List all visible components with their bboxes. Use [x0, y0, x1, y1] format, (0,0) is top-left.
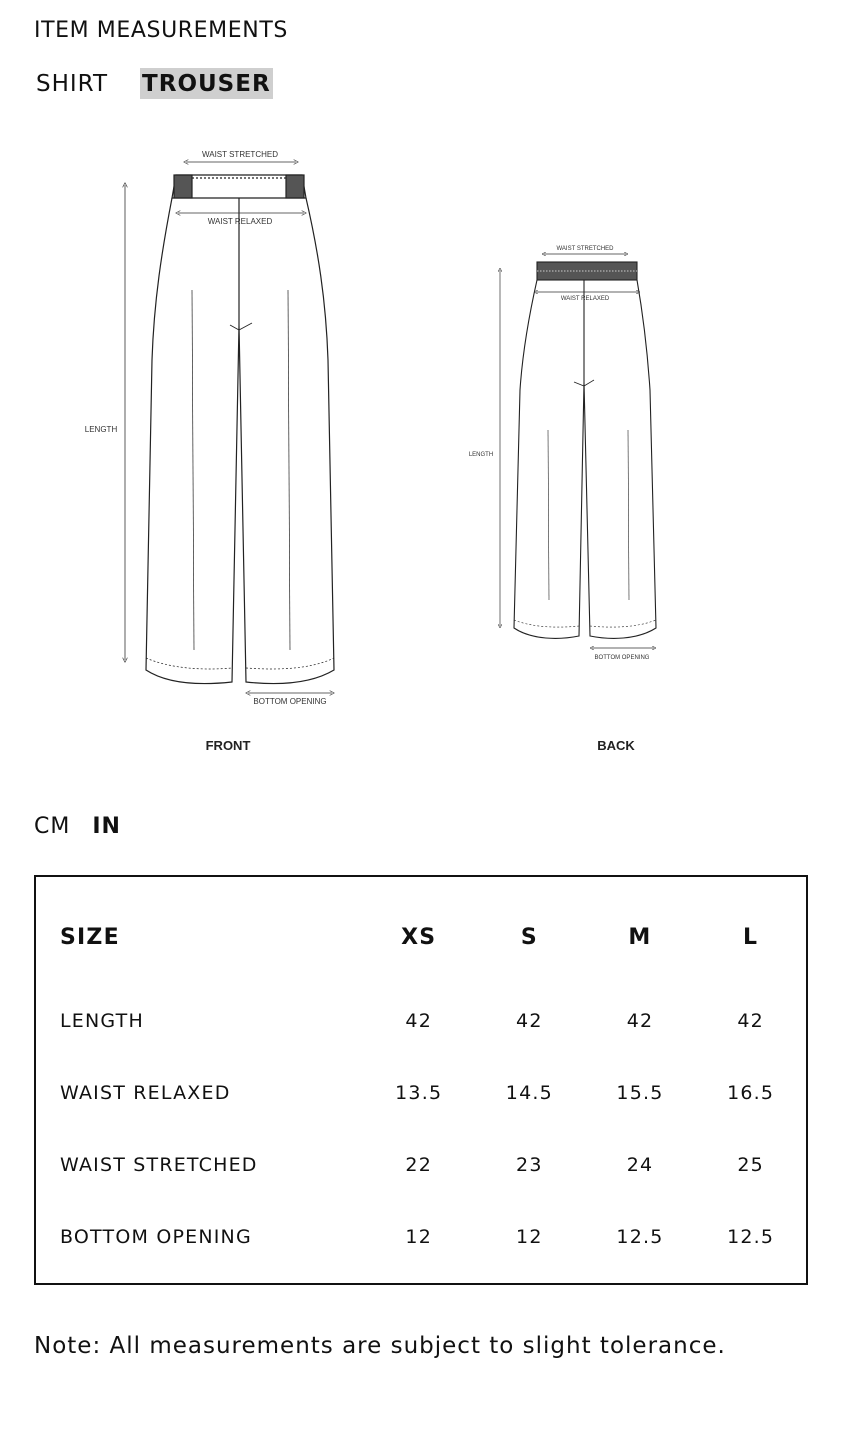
back-caption: BACK	[597, 738, 635, 753]
cell-value: 14.5	[505, 1082, 553, 1104]
cell-value: 12	[405, 1226, 432, 1248]
cell-value: 23	[516, 1154, 543, 1176]
table-row	[60, 1057, 806, 1129]
cell-value: 12	[516, 1226, 543, 1248]
size-chart	[34, 875, 808, 1285]
table-row	[60, 1201, 806, 1273]
header-size: SIZE	[60, 924, 120, 950]
back-trouser-illustration	[514, 262, 656, 638]
row-label: WAIST RELAXED	[60, 1082, 231, 1104]
back-waist-stretched-label: WAIST STRETCHED	[556, 246, 614, 252]
cell-value: 42	[737, 1010, 764, 1032]
cell-value: 25	[737, 1154, 764, 1176]
front-waist-relaxed-label: WAIST RELAXED	[207, 217, 273, 226]
cell-value: 42	[405, 1010, 432, 1032]
cell-value: 42	[626, 1010, 654, 1032]
size-table	[60, 913, 806, 1273]
tab-shirt[interactable]: SHIRT	[36, 71, 109, 97]
cell-value: 22	[405, 1154, 432, 1176]
header-m: M	[628, 924, 652, 950]
garment-tabs	[34, 68, 273, 99]
front-caption: FRONT	[205, 738, 251, 753]
tolerance-note: Note: All measurements are subject to slight tolerance.	[34, 1333, 726, 1359]
row-label: BOTTOM OPENING	[60, 1226, 252, 1248]
front-trouser-illustration	[146, 175, 334, 684]
cell-value: 24	[626, 1154, 654, 1176]
cell-value: 16.5	[727, 1082, 775, 1104]
header-l: L	[743, 924, 759, 950]
cell-value: 42	[516, 1010, 543, 1032]
back-length-label: LENGTH	[468, 452, 494, 458]
cell-value: 12.5	[727, 1226, 775, 1248]
table-header-row	[60, 913, 806, 985]
table-row	[60, 1129, 806, 1201]
unit-toggle	[34, 814, 121, 839]
header-xs: XS	[401, 924, 437, 950]
unit-cm-button[interactable]: CM	[34, 814, 71, 839]
back-bottom-opening-label: BOTTOM OPENING	[594, 655, 650, 661]
front-bottom-opening-label: BOTTOM OPENING	[253, 697, 327, 706]
cell-value: 12.5	[616, 1226, 664, 1248]
row-label: WAIST STRETCHED	[60, 1154, 258, 1176]
cell-value: 13.5	[395, 1082, 443, 1104]
cell-value: 15.5	[616, 1082, 664, 1104]
trouser-diagram	[34, 130, 774, 785]
front-length-label: LENGTH	[84, 425, 118, 434]
row-label: LENGTH	[60, 1010, 144, 1032]
front-waist-stretched-label: WAIST STRETCHED	[201, 150, 279, 159]
page-title: ITEM MEASUREMENTS	[34, 18, 288, 43]
back-waist-relaxed-label: WAIST RELAXED	[560, 296, 610, 302]
table-row	[60, 985, 806, 1057]
tab-trouser[interactable]: TROUSER	[140, 68, 273, 99]
header-s: S	[520, 924, 538, 950]
unit-in-button[interactable]: IN	[92, 814, 121, 839]
